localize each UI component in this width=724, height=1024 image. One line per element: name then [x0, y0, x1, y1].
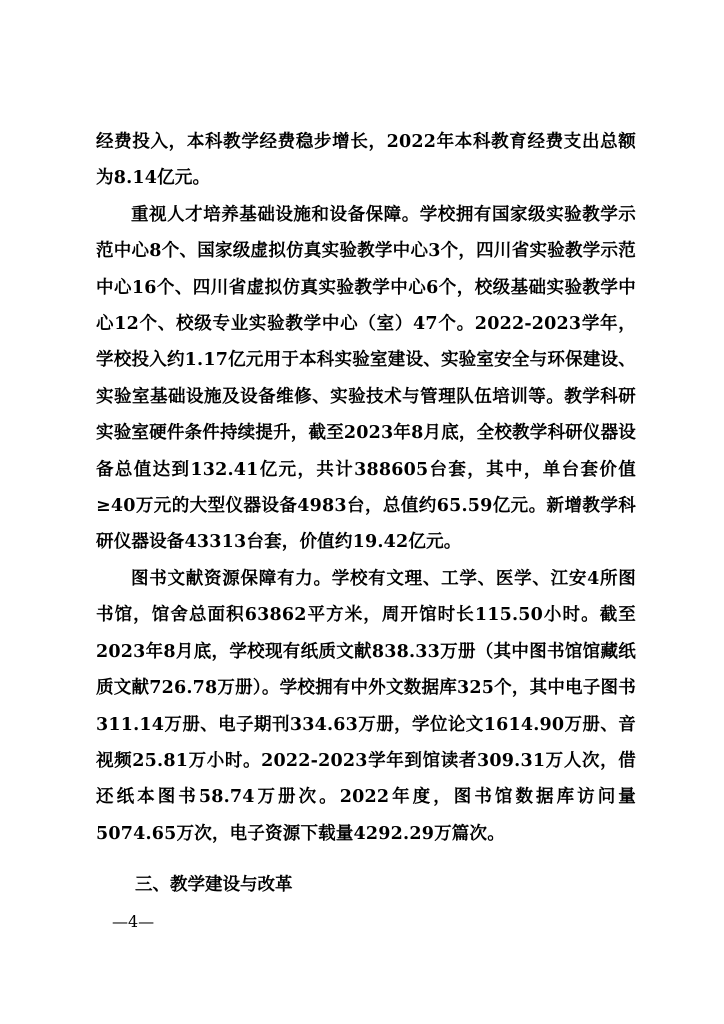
section-heading: 三、教学建设与改革: [135, 875, 293, 895]
paragraph-funding: 经费投入，本科教学经费稳步增长，2022年本科教育经费支出总额为8.14亿元。: [96, 132, 636, 189]
body-text: [96, 124, 636, 852]
paragraph-lab-facilities: 重视人才培养基础设施和设备保障。学校拥有国家级实验教学示范中心8个、国家级虚拟仿真实验教学中心3个，四川省实验教学示范中心16个、四川省虚拟仿真实验教学中心6个，校级基础实验教学中心12个、校级专业实验教学中心（室）47个。2022-2023学年，学校投入约1.17亿元用于本科实验室建设、实验室安全与环保建设、实验室基础设施及设备维修、实验技术与管理队伍培训等。教学科研实验室硬件条件持续提升，截至2023年8月底，全校教学科研仪器设备总值达到132.41亿元，共计388605台套，其中，单台套价值≥40万元的大型仪器设备4983台，总值约65.59亿元。新增教学科研仪器设备43313台套，价值约19.42亿元。: [96, 204, 636, 553]
paragraph-library-resources: 图书文献资源保障有力。学校有文理、工学、医学、江安4所图书馆，馆舍总面积63862平方米，周开馆时长115.50小时。截至2023年8月底，学校现有纸质文献838.33万册（其中图书馆馆藏纸质文献726.78万册）。学校拥有中外文数据库325个，其中电子图书311.14万册、电子期刊334.63万册，学位论文1614.90万册、音视频25.81万小时。2022-2023学年到馆读者309.31万人次，借还纸本图书58.74万册次。2022年度，图书馆数据库访问量5074.65万次，电子资源下载量4292.29万篇次。: [96, 568, 636, 844]
page-number: —4—: [112, 912, 155, 931]
